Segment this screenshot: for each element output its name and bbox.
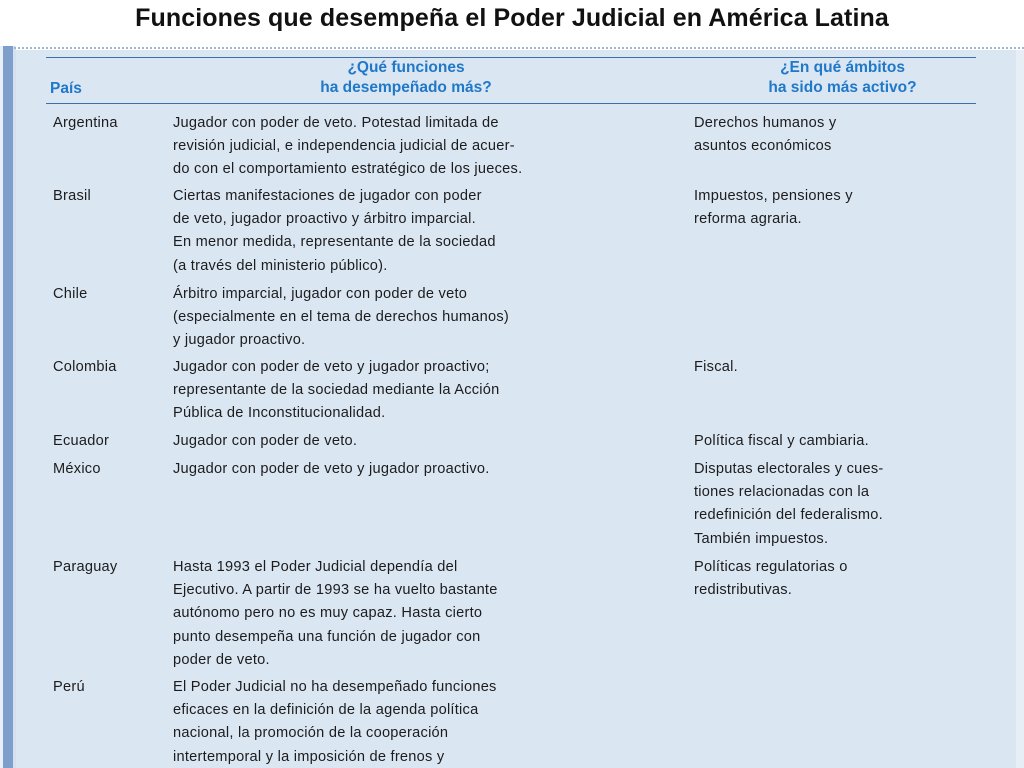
cell-funciones — [173, 458, 673, 481]
cell-funciones-line: Pública de Inconstitucionalidad. — [173, 405, 386, 422]
cell-funciones-line: (a través del ministerio público). — [173, 257, 388, 274]
cell-ambitos-line: Derechos humanos y — [694, 115, 837, 131]
cell-pais: Chile — [53, 286, 88, 302]
cell-funciones-line: poder de veto. — [173, 651, 270, 668]
cell-ambitos-line: Políticas regulatorias o — [694, 559, 848, 575]
cell-funciones-line: representante de la sociedad mediante la Acción — [173, 382, 500, 399]
cell-funciones-line: Árbitro imparcial, jugador con poder de veto — [173, 286, 468, 302]
cell-ambitos-line: reforma agraria. — [694, 211, 802, 228]
column-header-funciones — [290, 58, 522, 98]
cell-ambitos-line: asuntos económicos — [694, 138, 832, 155]
cell-pais: México — [53, 461, 101, 477]
left-border-bar — [0, 46, 16, 768]
cell-funciones-line: de veto, jugador proactivo y árbitro imparcial. — [173, 211, 476, 228]
cell-funciones-line: eficaces en la definición de la agenda política — [173, 702, 479, 719]
cell-funciones-line: Jugador con poder de veto. Potestad limitada de — [173, 115, 499, 131]
cell-pais: Paraguay — [53, 559, 118, 575]
cell-funciones — [173, 283, 673, 353]
cell-funciones-line: Jugador con poder de veto y jugador proactivo. — [173, 461, 490, 477]
cell-funciones-line: Ejecutivo. A partir de 1993 se ha vuelto bastante — [173, 582, 498, 599]
column-header-pais: País — [50, 80, 82, 97]
cell-funciones-line: y jugador proactivo. — [173, 332, 306, 349]
cell-funciones — [173, 356, 673, 426]
cell-funciones-line: Jugador con poder de veto y jugador proactivo; — [173, 359, 490, 375]
column-header-ambitos-line1: ¿En qué ámbitos — [780, 59, 905, 76]
cell-ambitos-line: Impuestos, pensiones y — [694, 188, 853, 204]
cell-ambitos — [694, 185, 994, 231]
column-header-funciones-line1: ¿Qué funciones — [347, 59, 465, 76]
cell-funciones-line: revisión judicial, e independencia judicial de acuer- — [173, 138, 515, 155]
cell-ambitos-line: redefinición del federalismo. — [694, 507, 883, 524]
cell-pais: Brasil — [53, 188, 91, 204]
cell-funciones — [173, 185, 673, 278]
column-header-ambitos-line2: ha sido más activo? — [768, 79, 917, 96]
cell-funciones-line: El Poder Judicial no ha desempeñado funciones — [173, 679, 497, 695]
cell-funciones-line: punto desempeña una función de jugador con — [173, 628, 481, 645]
right-edge — [1016, 50, 1024, 768]
cell-ambitos — [694, 112, 994, 158]
cell-ambitos-line: Disputas electorales y cues- — [694, 461, 884, 477]
cell-funciones — [173, 556, 673, 672]
table-header-rule — [46, 103, 976, 104]
cell-ambitos-line: Fiscal. — [694, 359, 738, 375]
page-title: Funciones que desempeña el Poder Judicial en América Latina — [135, 4, 889, 32]
cell-pais: Colombia — [53, 359, 117, 375]
cell-funciones-line: Hasta 1993 el Poder Judicial dependía del — [173, 559, 458, 575]
cell-ambitos — [694, 556, 994, 602]
cell-ambitos — [694, 356, 994, 379]
cell-funciones-line: En menor medida, representante de la sociedad — [173, 234, 496, 251]
cell-ambitos — [694, 458, 994, 551]
cell-funciones-line: intertemporal y la imposición de frenos y — [173, 748, 445, 765]
cell-funciones — [173, 112, 673, 182]
cell-funciones — [173, 676, 673, 768]
column-header-ambitos — [735, 58, 950, 98]
cell-pais: Ecuador — [53, 433, 110, 449]
cell-pais: Perú — [53, 679, 85, 695]
cell-pais: Argentina — [53, 115, 118, 131]
dotted-top-border — [14, 47, 1024, 49]
cell-funciones-line: do con el comportamiento estratégico de los jueces. — [173, 161, 523, 178]
cell-funciones-line: (especialmente en el tema de derechos humanos) — [173, 309, 509, 326]
cell-ambitos-line: Política fiscal y cambiaria. — [694, 433, 869, 449]
cell-ambitos-line: tiones relacionadas con la — [694, 484, 870, 501]
cell-funciones-line: Jugador con poder de veto. — [173, 433, 358, 449]
column-header-funciones-line2: ha desempeñado más? — [320, 79, 492, 96]
cell-funciones-line: nacional, la promoción de la cooperación — [173, 725, 449, 742]
cell-funciones-line: Ciertas manifestaciones de jugador con poder — [173, 188, 482, 204]
cell-ambitos — [694, 430, 994, 453]
cell-funciones — [173, 430, 673, 453]
cell-funciones-line: autónomo pero no es muy capaz. Hasta cierto — [173, 605, 483, 622]
cell-ambitos-line: También impuestos. — [694, 530, 829, 547]
cell-ambitos-line: redistributivas. — [694, 582, 793, 599]
